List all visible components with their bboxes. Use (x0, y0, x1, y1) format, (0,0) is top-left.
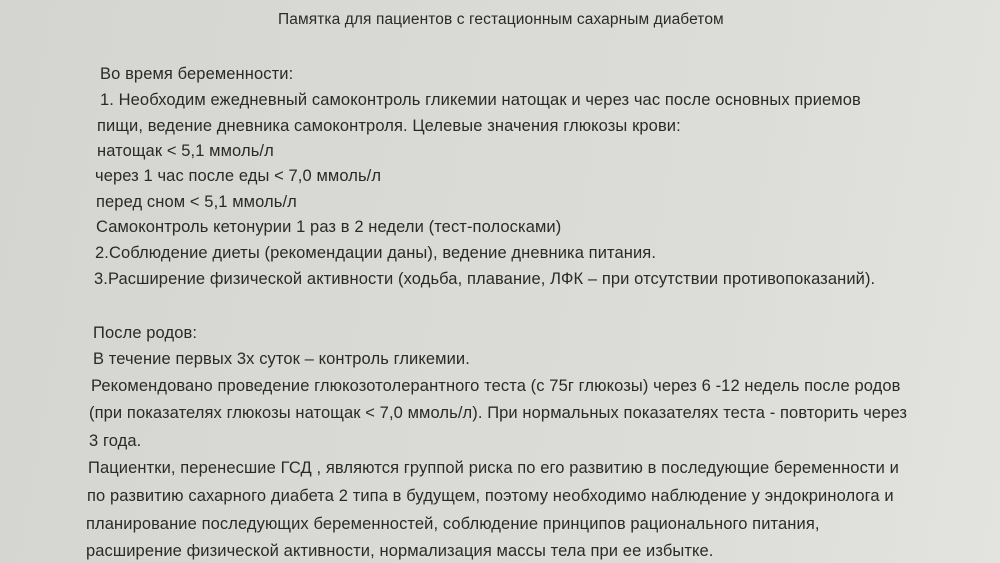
pregnancy-item1-line2: пищи, ведение дневника самоконтроля. Целевые значения глюкозы крови: (97, 117, 681, 135)
ketonuria-control: Самоконтроль кетонурии 1 раз в 2 недели (тест-полосками) (96, 218, 562, 236)
pregnancy-heading: Во время беременности: (100, 65, 294, 83)
document-title: Памятка для пациентов с гестационным сахарным диабетом (278, 11, 724, 28)
target-fasting: натощак < 5,1 ммоль/л (97, 142, 274, 160)
target-before-sleep: перед сном < 5,1 ммоль/л (96, 193, 297, 211)
postpartum-line2: Рекомендовано проведение глюкозотолерантного теста (с 75г глюкозы) через 6 -12 недель после родов (91, 377, 901, 395)
postpartum-heading: После родов: (93, 324, 198, 342)
postpartum-line8: расширение физической активности, нормализация массы тела при ее избытке. (86, 542, 714, 560)
pregnancy-item3: 3.Расширение физической активности (ходьба, плавание, ЛФК – при отсутствии противопоказаний). (94, 270, 876, 288)
postpartum-line1: В течение первых 3х суток – контроль гликемии. (93, 350, 470, 368)
postpartum-line5: Пациентки, перенесшие ГСД , являются группой риска по его развитию в последующие беременности и (88, 459, 899, 477)
postpartum-line7: планирование последующих беременностей, соблюдение принципов рационального питания, (86, 515, 820, 533)
pregnancy-item1-line1: 1. Необходим ежедневный самоконтроль гликемии натощак и через час после основных приемов (100, 91, 861, 109)
postpartum-line3: (при показателях глюкозы натощак < 7,0 ммоль/л). При нормальных показателях теста - повторить через (89, 404, 908, 422)
target-after-meal: через 1 час после еды < 7,0 ммоль/л (95, 167, 382, 185)
pregnancy-item2: 2.Соблюдение диеты (рекомендации даны), ведение дневника питания. (95, 244, 657, 262)
postpartum-line4: 3 года. (89, 432, 142, 450)
postpartum-line6: по развитию сахарного диабета 2 типа в будущем, поэтому необходимо наблюдение у эндокринолога и (87, 487, 894, 505)
